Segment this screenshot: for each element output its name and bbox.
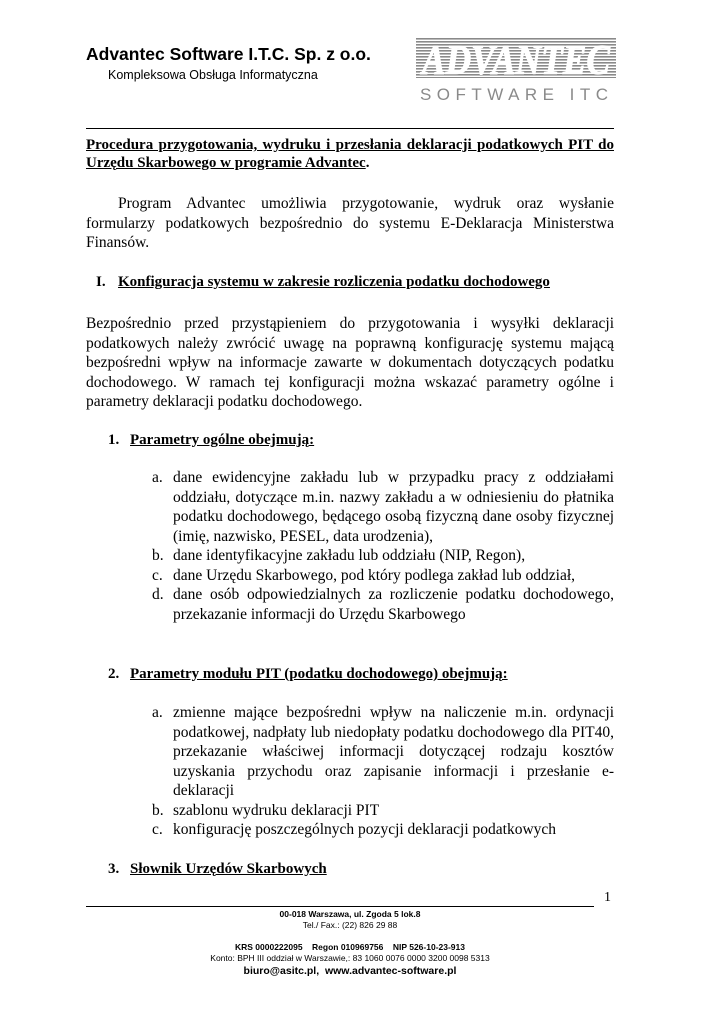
subsection-heading: 2. Parametry modułu PIT (podatku dochodowego) obejmują: [108,666,508,682]
list-item: a. dane ewidencyjne zakładu lub w przypadku pracy z oddziałami oddziału, dotyczące m.in. nazwy zakładu a w odniesieniu do płatnika podatku dochodowego, będącego osobą fizyczną dane osoby fizycznej (imię, nazwisko, PESEL, data urodzenia), [152,469,614,545]
list-item: b. dane identyfikacyjne zakładu lub oddziału (NIP, Regon), [152,547,526,564]
section-body: Bezpośrednio przed przystąpieniem do przygotowania i wysyłki deklaracji podatkowych należy zwrócić uwagę na poprawną konfigurację systemu mającą bezpośredni wpływ na informacje zawarte w dokumentach dotyczących podatku dochodowego. W ramach tej konfiguracji można wskazać parametry ogólne i parametry deklaracji podatku dochodowego. [86,315,614,410]
subsection-heading: 1. Parametry ogólne obejmują: [108,432,315,448]
website-link[interactable]: www.advantec-software.pl [324,965,457,977]
subsection-heading: 3. Słownik Urzędów Skarbowych [108,861,327,877]
company-tagline: Kompleksowa Obsługa Informatyczna [108,68,318,82]
footer-address: 00-018 Warszawa, ul. Zgoda 5 lok.8 [279,909,421,919]
list-item: c. konfigurację poszczególnych pozycji deklaracji podatkowych [152,821,557,838]
intro-paragraph: Program Advantec umożliwia przygotowanie, wydruk oraz wysłanie formularzy podatkowych bezpośrednio do systemu E-Deklaracja Ministerstwa Finansów. [86,195,614,251]
footer-divider [86,906,594,907]
footer-bank: Konto: BPH III oddział w Warszawie,: 83 1060 0076 0000 3200 0098 5313 [210,953,490,963]
pit-params-list [152,703,614,840]
footer-registry: KRS 0000222095 Regon 010969756 NIP 526-10-23-913 [234,942,465,952]
footer-contact: biuro@asitc.pl, www.advantec-software.pl [243,965,457,977]
list-item: a. zmienne mające bezpośredni wpływ na naliczenie m.in. ordynacji podatkowej, nadpłaty lub niedopłaty podatku dochodowego dla PIT40, przekazanie właściwej informacji dotyczącej rodzaju kosztów uzyskania przychodu oraz zapisanie informacji i przesłanie e-deklaracji [152,704,614,799]
header-divider [86,128,614,129]
page-number: 1 [604,890,611,905]
list-item: b. szablonu wydruku deklaracji PIT [152,801,380,819]
logo-wordmark: ADVANTEC [419,38,611,84]
document-title: Procedura przygotowania, wydruku i przesłania deklaracji podatkowych PIT do Urzędu Skarbowego w programie Advantec. [86,137,614,171]
list-item: c. dane Urzędu Skarbowego, pod który podlega zakład lub oddział, [152,566,576,584]
company-name: Advantec Software I.T.C. Sp. z o.o. [86,44,371,64]
section-heading: I. Konfiguracja systemu w zakresie rozliczenia podatku dochodowego [96,274,550,290]
logo-subtitle: SOFTWARE ITC [420,85,612,104]
advantec-logo [416,38,616,106]
general-params-list [152,468,614,624]
list-item: d. dane osób odpowiedzialnych za rozliczenie podatku dochodowego, przekazanie informacji do Urzędu Skarbowego [152,586,614,623]
email-link[interactable]: biuro@asitc.pl [243,965,317,977]
footer-phone: Tel./ Fax.: (22) 826 29 88 [302,920,398,930]
